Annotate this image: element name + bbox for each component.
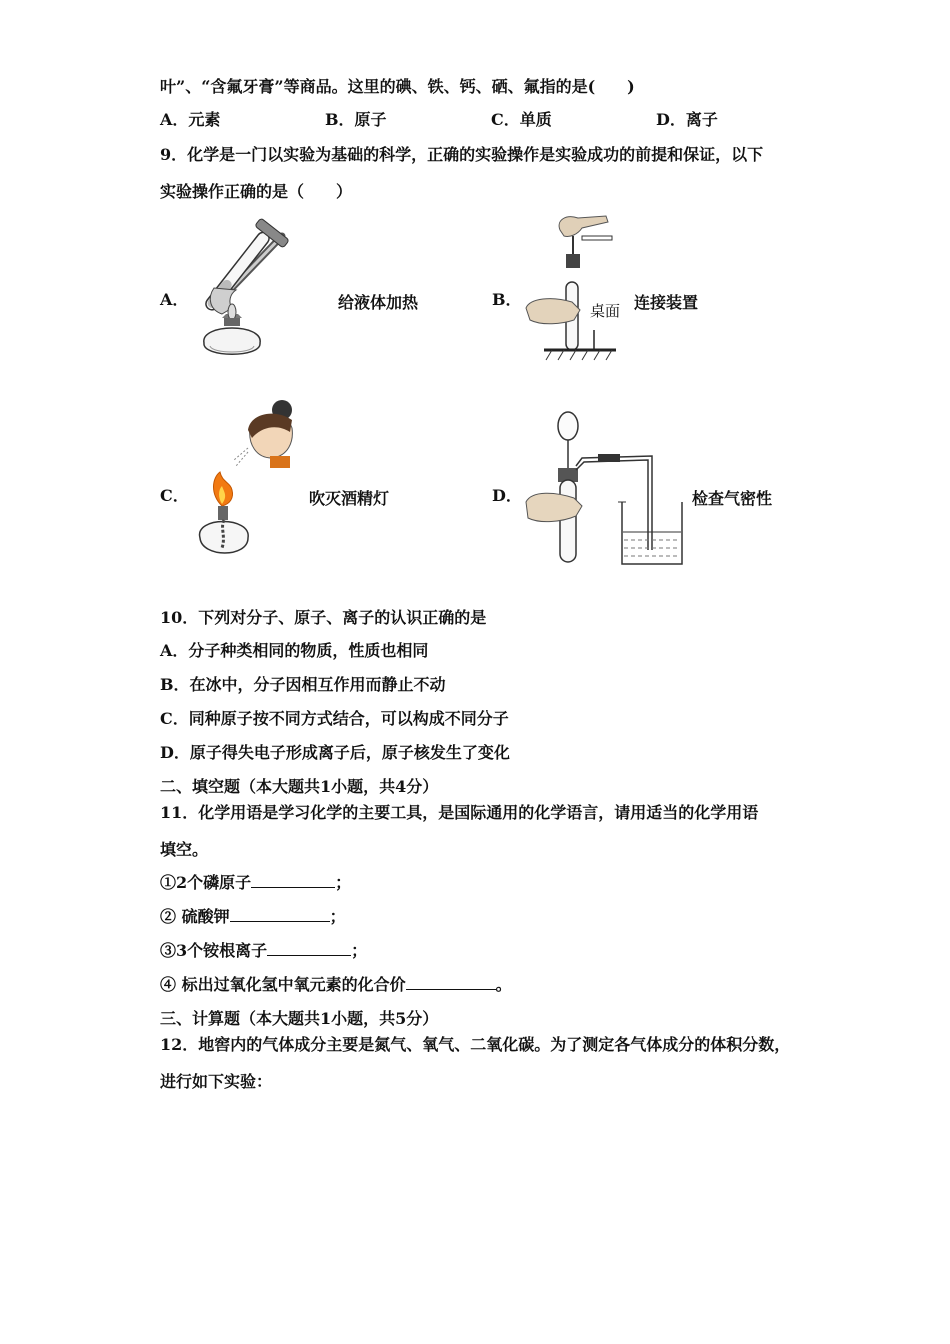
q10-option-d: D．原子得失电子形成离子后，原子核发生了变化 <box>160 743 510 762</box>
q11-item-2-end: ； <box>329 907 346 926</box>
q9-option-c-letter: C． <box>160 486 189 505</box>
q9-option-a-letter: A． <box>160 290 189 309</box>
q11-stem-line2: 填空。 <box>160 840 209 859</box>
q11-item-4-blank[interactable] <box>406 975 496 990</box>
desk-label: 桌面 <box>590 302 621 320</box>
q9-option-b-caption: 连接装置 <box>634 293 699 312</box>
q9-stem-line2: 实验操作正确的是（ ） <box>160 182 353 201</box>
q11-item-4-end: 。 <box>495 975 512 994</box>
q11-item-2-label: ② 硫酸钾 <box>160 907 230 926</box>
q10-option-c: C．同种原子按不同方式结合，可以构成不同分子 <box>160 709 509 728</box>
airtightness-check-illustration <box>522 410 687 570</box>
q9-option-b-letter: B． <box>492 290 522 309</box>
q11-item-2 <box>160 907 346 927</box>
q10-option-b: B．在冰中，分子因相互作用而静止不动 <box>160 675 446 694</box>
q11-item-3-blank[interactable] <box>267 941 351 956</box>
q9-stem-line1: 9．化学是一门以实验为基础的科学，正确的实验操作是实验成功的前提和保证，以下 <box>160 145 764 164</box>
heating-liquid-illustration <box>192 218 342 366</box>
q11-item-1 <box>160 873 351 893</box>
q11-item-3 <box>160 941 367 961</box>
q11-stem-line1: 11．化学用语是学习化学的主要工具，是国际通用的化学语言，请用适当的化学用语 <box>160 803 759 822</box>
q11-item-3-end: ； <box>351 941 368 960</box>
q11-item-4-label: ④ 标出过氧化氢中氧元素的化合价 <box>160 975 406 994</box>
q11-item-4 <box>160 975 512 995</box>
q8-option-c: C．单质 <box>491 110 552 129</box>
q8-option-b: B．原子 <box>325 110 387 129</box>
q8-option-a: A．元素 <box>160 110 221 129</box>
q9-option-a-caption: 给液体加热 <box>338 293 419 312</box>
q10-option-a: A．分子种类相同的物质，性质也相同 <box>160 641 429 660</box>
q9-option-c-caption: 吹灭酒精灯 <box>309 489 390 508</box>
q10-stem: 10．下列对分子、原子、离子的认识正确的是 <box>160 608 487 627</box>
connecting-apparatus-illustration <box>522 210 634 368</box>
q11-item-1-label: ①2个磷原子 <box>160 873 252 892</box>
q11-item-1-end: ； <box>335 873 352 892</box>
q11-item-2-blank[interactable] <box>230 907 330 922</box>
q9-option-d-caption: 检查气密性 <box>692 489 773 508</box>
blowing-lamp-illustration <box>190 398 305 563</box>
q12-stem-line2: 进行如下实验： <box>160 1072 273 1091</box>
q8-option-d: D．离子 <box>656 110 718 129</box>
q11-item-3-label: ③3个铵根离子 <box>160 941 268 960</box>
q9-option-d-letter: D． <box>492 486 522 505</box>
section-2-heading: 二、填空题（本大题共1小题，共4分） <box>160 777 439 796</box>
q11-item-1-blank[interactable] <box>251 873 335 888</box>
q8-stem-continuation: 叶”、“含氟牙膏”等商品。这里的碘、铁、钙、硒、氟指的是( ) <box>160 77 635 96</box>
section-3-heading: 三、计算题（本大题共1小题，共5分） <box>160 1009 439 1028</box>
q12-stem-line1: 12．地窖内的气体成分主要是氮气、氧气、二氧化碳。为了测定各气体成分的体积分数， <box>160 1035 791 1054</box>
